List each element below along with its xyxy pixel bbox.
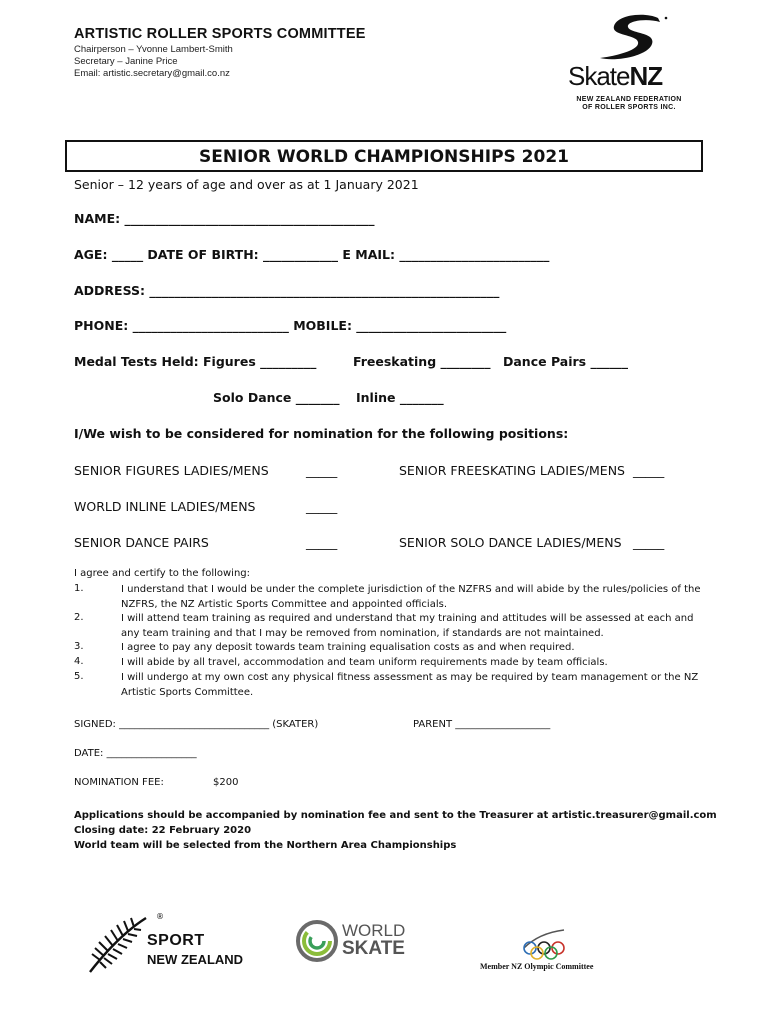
footer-note-send: Applications should be accompanied by nomination fee and sent to the Treasurer at artistic.treasurer@gmail.com: [74, 810, 717, 821]
position-blank[interactable]: _____: [633, 535, 665, 550]
medal-inline-field[interactable]: Inline _______: [356, 390, 444, 405]
agree-item-number: 3.: [74, 641, 84, 652]
form-title: SENIOR WORLD CHAMPIONSHIPS 2021: [65, 140, 703, 172]
agree-item-number: 4.: [74, 656, 84, 667]
fee-value: $200: [213, 777, 239, 788]
position-blank[interactable]: _____: [306, 499, 338, 514]
skatenz-name-left: Skate: [568, 61, 630, 91]
sport-nz-line-1: SPORT: [147, 932, 205, 949]
skatenz-tagline-2: OF ROLLER SPORTS INC.: [582, 104, 676, 111]
position-blank[interactable]: _____: [633, 463, 665, 478]
position-blank[interactable]: _____: [306, 535, 338, 550]
skatenz-name-right: NZ: [629, 61, 663, 91]
positions-heading: I/We wish to be considered for nomination for the following positions:: [74, 426, 569, 441]
skatenz-logo: [566, 12, 696, 117]
chairperson-line: Chairperson – Yvonne Lambert-Smith: [74, 44, 233, 55]
signed-skater-field[interactable]: SIGNED: ______________________________ (SKATER): [74, 719, 319, 730]
position-label: WORLD INLINE LADIES/MENS: [74, 499, 256, 514]
world-skate-logo: [294, 918, 418, 966]
medal-figures-field[interactable]: Medal Tests Held: Figures _________: [74, 354, 317, 369]
position-label: SENIOR FREESKATING LADIES/MENS: [399, 463, 625, 478]
position-label: SENIOR DANCE PAIRS: [74, 535, 209, 550]
world-skate-line-2: SKATE: [342, 938, 405, 959]
signed-parent-field[interactable]: PARENT ___________________: [413, 719, 551, 730]
agree-item-text: I will undergo at my own cost any physical fitness assessment as may be required by team management or the NZ Artistic Sports Committee.: [121, 672, 699, 698]
address-field[interactable]: ADDRESS: ________________________________________________________: [74, 283, 500, 298]
nz-olympic-logo: [480, 928, 610, 974]
world-skate-line-1: WORLD: [342, 921, 406, 940]
world-skate-swirl-icon: [294, 918, 340, 964]
form-subtitle: Senior – 12 years of age and over as at 1 January 2021: [74, 177, 419, 192]
name-field[interactable]: NAME: ________________________________________: [74, 211, 375, 226]
medal-dance-pairs-field[interactable]: Dance Pairs ______: [503, 354, 628, 369]
position-label: SENIOR SOLO DANCE LADIES/MENS: [399, 535, 622, 550]
medal-freeskating-field[interactable]: Freeskating ________: [353, 354, 491, 369]
agree-item-text: I will attend team training as required and understand that my training and attitudes will be assessed at each and any team training and that I may be removed from nomination, if standards are not maintained.: [121, 613, 694, 639]
date-field[interactable]: DATE: __________________: [74, 748, 197, 759]
email-line: Email: artistic.secretary@gmail.co.nz: [74, 68, 230, 79]
agree-item-text: I will abide by all travel, accommodation and team uniform requirements made by team officials.: [121, 657, 608, 668]
position-label: SENIOR FIGURES LADIES/MENS: [74, 463, 269, 478]
agree-item-text: I agree to pay any deposit towards team training equalisation costs as and when required.: [121, 642, 575, 653]
medal-solo-dance-field[interactable]: Solo Dance _______: [213, 390, 340, 405]
skatenz-swoosh-icon: [596, 12, 676, 64]
olympic-rings-fern-icon: [514, 928, 574, 960]
agree-item-number: 1.: [74, 583, 84, 594]
silver-fern-icon: [86, 914, 148, 974]
agree-item-number: 5.: [74, 671, 84, 682]
footer-note-closing: Closing date: 22 February 2020: [74, 825, 252, 836]
org-title: ARTISTIC ROLLER SPORTS COMMITTEE: [74, 26, 366, 42]
agree-item-number: 2.: [74, 612, 84, 623]
olympic-caption: Member NZ Olympic Committee: [480, 962, 594, 971]
agree-heading: I agree and certify to the following:: [74, 568, 251, 579]
sport-nz-line-2: NEW ZEALAND: [147, 952, 244, 967]
secretary-line: Secretary – Janine Price: [74, 56, 178, 67]
agree-item-text: I understand that I would be under the complete jurisdiction of the NZFRS and will abide by the rules/policies of the NZFRS, the NZ Artistic Sports Committee and appointed officials.: [121, 584, 701, 610]
age-dob-email-field[interactable]: AGE: _____ DATE OF BIRTH: ____________ E MAIL: ________________________: [74, 247, 550, 262]
fee-label: NOMINATION FEE:: [74, 777, 164, 788]
position-blank[interactable]: _____: [306, 463, 338, 478]
phone-mobile-field[interactable]: PHONE: _________________________ MOBILE: ________________________: [74, 318, 507, 333]
skatenz-tagline-1: NEW ZEALAND FEDERATION: [576, 96, 682, 103]
sport-nz-logo: [86, 912, 256, 974]
sport-nz-reg: ®: [156, 912, 164, 921]
footer-note-selection: World team will be selected from the Northern Area Championships: [74, 840, 457, 851]
